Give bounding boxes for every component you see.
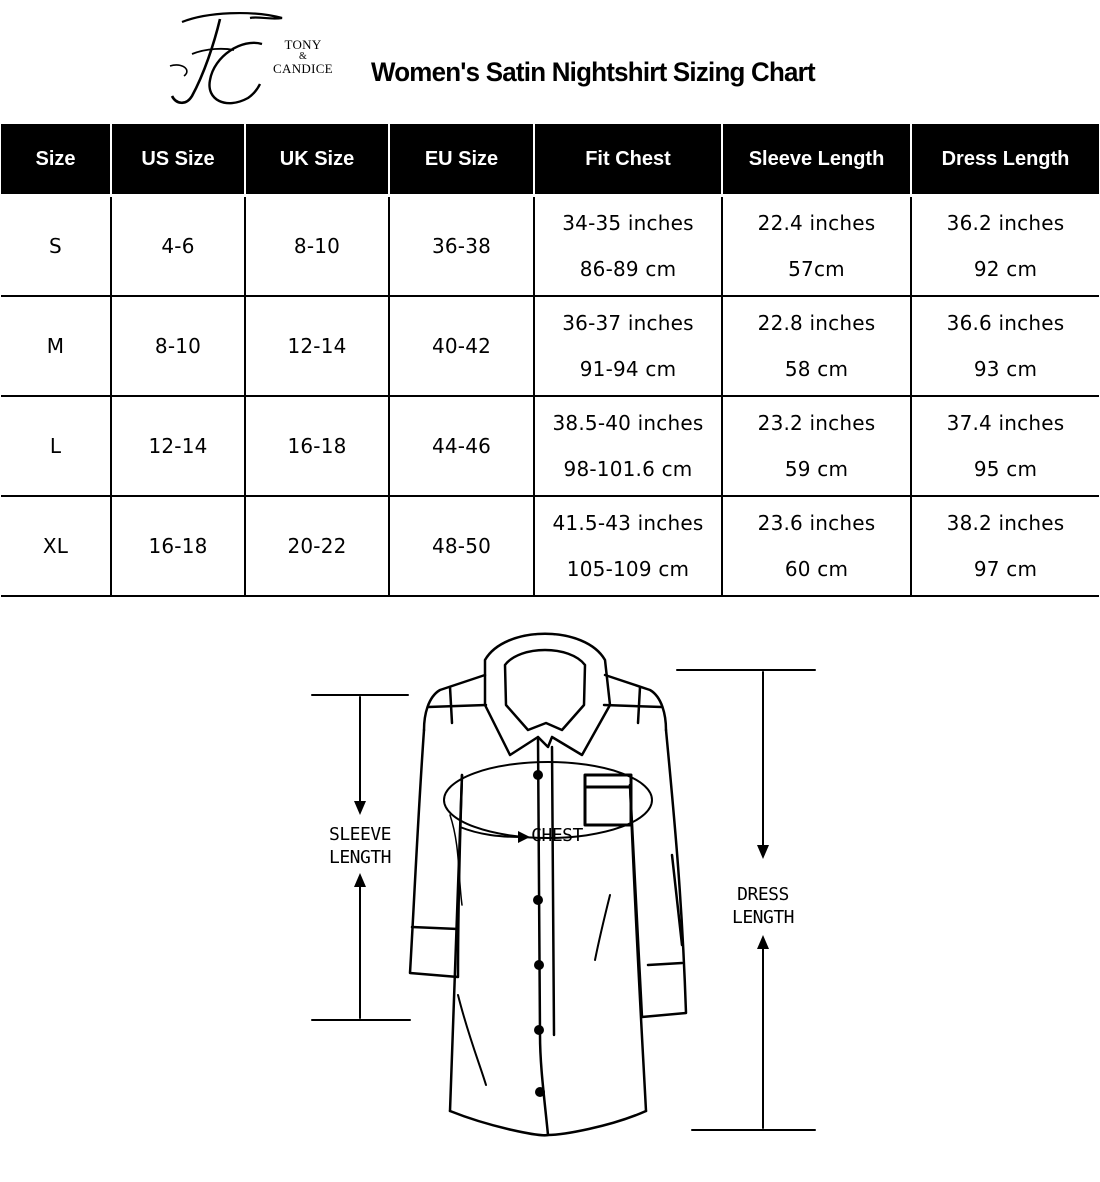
dress-inches: 37.4 inches: [946, 411, 1065, 435]
cell-eu-size: 48-50: [389, 496, 534, 596]
cell-dress-length: [911, 196, 1099, 297]
chest-inches: 36-37 inches: [562, 311, 694, 335]
cell-size: XL: [1, 496, 111, 596]
header-uk-size: UK Size: [245, 124, 389, 196]
cell-fit-chest: [534, 496, 722, 596]
table-row: [1, 496, 1099, 596]
header-dress-length: Dress Length: [911, 124, 1099, 196]
cell-size: S: [1, 196, 111, 297]
cell-us-size: 12-14: [111, 396, 245, 496]
cell-sleeve-length: [722, 296, 911, 396]
chest-cm: 86-89 cm: [579, 257, 677, 281]
cell-sleeve-length: [722, 396, 911, 496]
sleeve-cm: 60 cm: [784, 557, 849, 581]
sleeve-inches: 23.6 inches: [757, 511, 876, 535]
dress-cm: 95 cm: [973, 457, 1038, 481]
dress-inches: 36.2 inches: [946, 211, 1065, 235]
chest-label: CHEST: [531, 825, 583, 846]
cell-sleeve-length: [722, 496, 911, 596]
table-row: [1, 296, 1099, 396]
cell-eu-size: 40-42: [389, 296, 534, 396]
cell-us-size: 4-6: [111, 196, 245, 297]
brand-name: [268, 38, 338, 76]
dress-inches: 36.6 inches: [946, 311, 1065, 335]
header-us-size: US Size: [111, 124, 245, 196]
header: [0, 0, 1100, 125]
cell-dress-length: [911, 496, 1099, 596]
dress-cm: 93 cm: [973, 357, 1038, 381]
cell-uk-size: 12-14: [245, 296, 389, 396]
chest-inches: 41.5-43 inches: [552, 511, 704, 535]
sleeve-cm: 57cm: [788, 257, 845, 281]
sleeve-label-line1: SLEEVE: [328, 824, 392, 845]
chest-cm: 105-109 cm: [566, 557, 690, 581]
sleeve-inches: 23.2 inches: [757, 411, 876, 435]
chest-cm: 91-94 cm: [579, 357, 677, 381]
chest-inches: 34-35 inches: [562, 211, 694, 235]
brand-name-line2: CANDICE: [273, 61, 333, 76]
cell-uk-size: 20-22: [245, 496, 389, 596]
cell-uk-size: 16-18: [245, 396, 389, 496]
sleeve-cm: 59 cm: [784, 457, 849, 481]
chest-inches: 38.5-40 inches: [552, 411, 704, 435]
dress-inches: 38.2 inches: [946, 511, 1065, 535]
cell-eu-size: 36-38: [389, 196, 534, 297]
header-eu-size: EU Size: [389, 124, 534, 196]
sleeve-cm: 58 cm: [784, 357, 849, 381]
dress-cm: 92 cm: [973, 257, 1038, 281]
chest-cm: 98-101.6 cm: [563, 457, 693, 481]
cell-fit-chest: [534, 196, 722, 297]
table-row: [1, 396, 1099, 496]
dress-length-label: [726, 883, 800, 929]
cell-uk-size: 8-10: [245, 196, 389, 297]
cell-sleeve-length: [722, 196, 911, 297]
cell-size: L: [1, 396, 111, 496]
sleeve-length-label: [318, 823, 402, 869]
header-sleeve-length: Sleeve Length: [722, 124, 911, 196]
measurement-diagram: [300, 615, 840, 1155]
sleeve-inches: 22.4 inches: [757, 211, 876, 235]
size-chart-table: [1, 124, 1099, 597]
header-fit-chest: Fit Chest: [534, 124, 722, 196]
brand-name-amp: &: [298, 51, 308, 62]
cell-dress-length: [911, 396, 1099, 496]
cell-us-size: 8-10: [111, 296, 245, 396]
brand-name-line1: TONY: [284, 37, 322, 52]
cell-us-size: 16-18: [111, 496, 245, 596]
header-size: Size: [1, 124, 111, 196]
cell-dress-length: [911, 296, 1099, 396]
sleeve-inches: 22.8 inches: [757, 311, 876, 335]
table-header-row: [1, 124, 1099, 196]
dress-label-line2: LENGTH: [731, 907, 795, 928]
cell-fit-chest: [534, 396, 722, 496]
cell-size: M: [1, 296, 111, 396]
cell-eu-size: 44-46: [389, 396, 534, 496]
dress-label-line1: DRESS: [737, 884, 789, 905]
dress-cm: 97 cm: [973, 557, 1038, 581]
cell-fit-chest: [534, 296, 722, 396]
table-row: [1, 196, 1099, 297]
page-title: Women's Satin Nightshirt Sizing Chart: [371, 57, 815, 87]
sleeve-label-line2: LENGTH: [328, 847, 392, 868]
